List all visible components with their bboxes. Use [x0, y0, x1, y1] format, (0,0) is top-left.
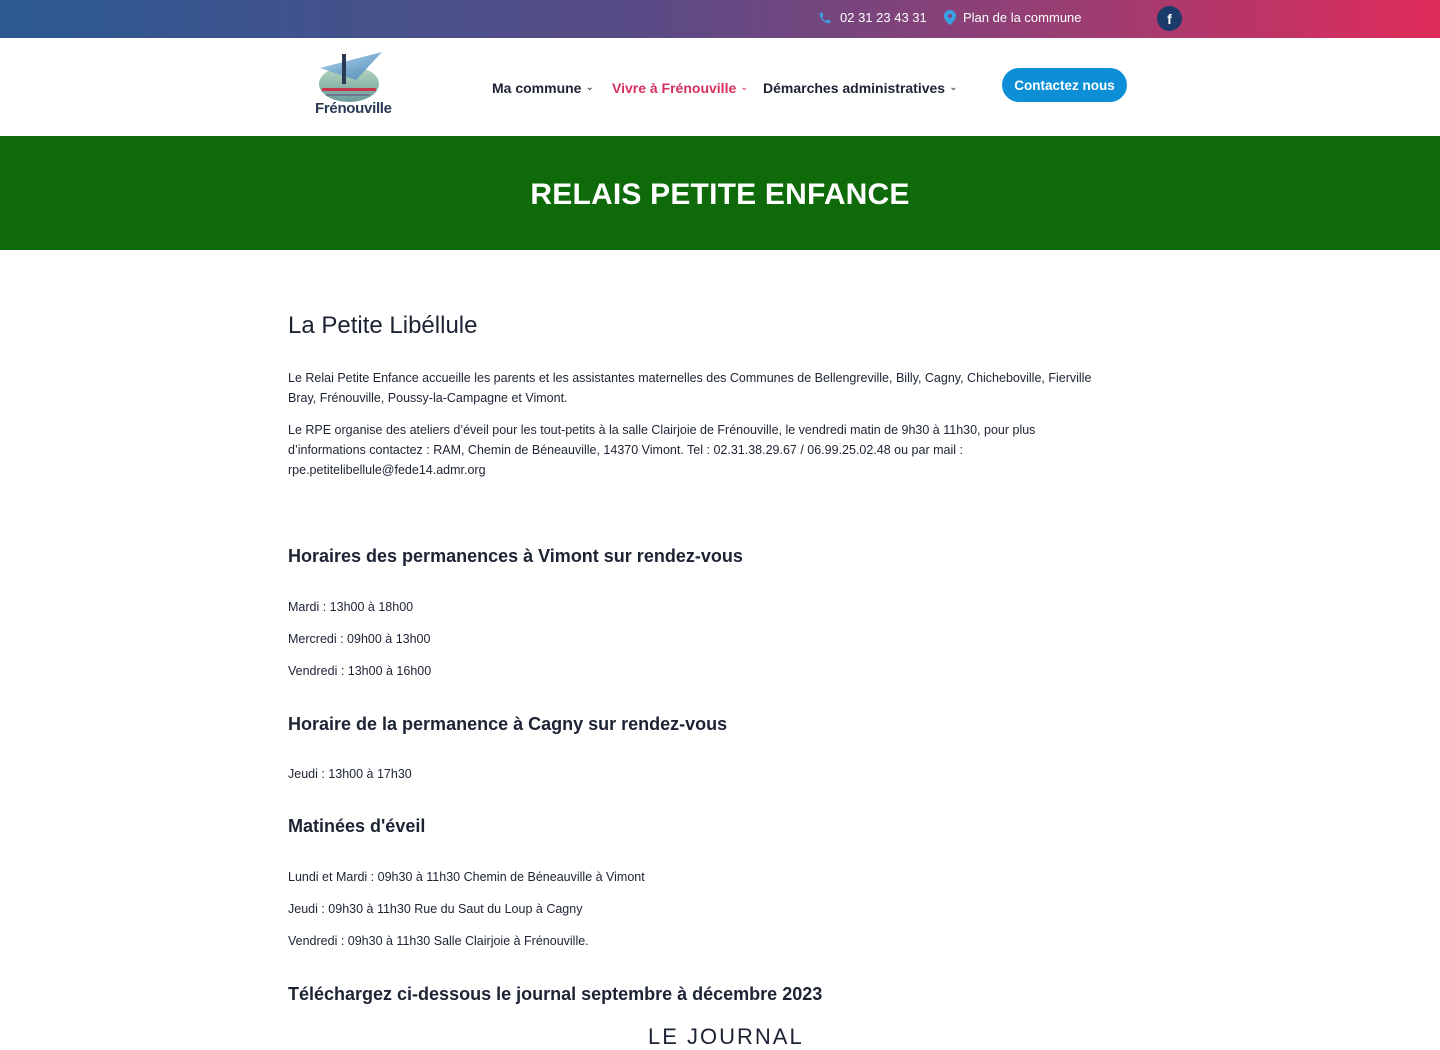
hours-line: Vendredi : 13h00 à 16h00 — [288, 664, 432, 678]
cagny-hours-title: Horaire de la permanence à Cagny sur rendez-vous — [288, 714, 728, 734]
hours-line: Mercredi : 09h00 à 13h00 — [288, 632, 431, 646]
hours-line: Jeudi : 13h00 à 17h30 — [288, 767, 412, 781]
section-heading: La Petite Libéllule — [288, 312, 478, 339]
main-content — [0, 250, 1440, 1049]
phone-link[interactable] — [818, 10, 927, 25]
contact-button[interactable]: Contactez nous — [1002, 68, 1127, 102]
vimont-hours-title: Horaires des permanences à Vimont sur rendez-vous — [288, 546, 743, 566]
matinee-line: Jeudi : 09h30 à 11h30 Rue du Saut du Loup à Cagny — [288, 902, 583, 916]
top-bar — [0, 0, 1440, 38]
journal-image-heading[interactable]: LE JOURNAL — [648, 1024, 804, 1049]
matinee-line: Lundi et Mardi : 09h30 à 11h30 Chemin de Béneauville à Vimont — [288, 870, 645, 884]
site-header — [0, 38, 1440, 136]
matinees-title: Matinées d'éveil — [288, 816, 426, 836]
plan-label: Plan de la commune — [963, 10, 1082, 25]
nav-ma-commune[interactable] — [492, 80, 594, 96]
nav-demarches-administratives[interactable] — [763, 80, 957, 96]
intro-paragraph: Le Relai Petite Enfance accueille les parents et les assistantes maternelles des Communes de Bellengreville, Billy, Cagny, Chicheboville, Fierville Bray, Frénouville, Poussy-la-Campagne et Vimont. — [288, 371, 1092, 405]
facebook-icon: f — [1167, 10, 1172, 27]
nav-label: Vivre à Frénouville — [612, 80, 737, 96]
page-banner — [0, 136, 1440, 250]
logo-mark-icon — [312, 50, 392, 106]
facebook-button[interactable] — [1157, 6, 1182, 31]
matinee-line: Vendredi : 09h30 à 11h30 Salle Clairjoie à Frénouville. — [288, 934, 589, 948]
logo-text: Frénouville — [315, 100, 392, 117]
nav-label: Ma commune — [492, 80, 582, 96]
map-pin-icon — [944, 10, 956, 25]
nav-label: Démarches administratives — [763, 80, 946, 96]
contact-paragraph: Le RPE organise des ateliers d’éveil pour les tout-petits à la salle Clairjoie de Frénouville, le vendredi matin de 9h30 à 11h30, pour plus d’informations contactez : RAM, Chemin de Béneauville, 14370 Vimont. Tel : 02.31.38.29.67 / 06.99.25.02.48 ou par mail : rpe.petitelibellule@fede14.admr.org — [288, 423, 1036, 477]
phone-number: 02 31 23 43 31 — [840, 10, 927, 25]
page-title: RELAIS PETITE ENFANCE — [530, 178, 910, 211]
chevron-down-icon: ⌄ — [740, 81, 749, 93]
chevron-down-icon: ⌄ — [949, 81, 958, 93]
plan-link[interactable] — [944, 10, 1082, 25]
hours-line: Mardi : 13h00 à 18h00 — [288, 600, 414, 614]
nav-vivre-a-frenouville[interactable] — [612, 80, 749, 96]
phone-icon — [818, 11, 832, 25]
site-logo[interactable] — [312, 50, 392, 124]
journal-download-title: Téléchargez ci-dessous le journal septembre à décembre 2023 — [288, 984, 823, 1004]
chevron-down-icon: ⌄ — [585, 81, 594, 93]
